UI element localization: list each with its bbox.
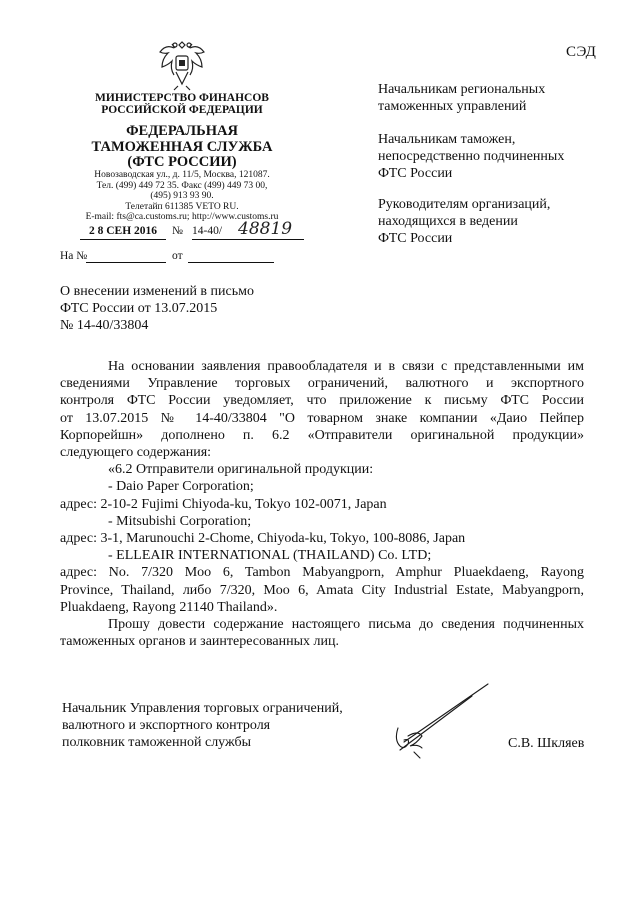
service-line: ТАМОЖЕННАЯ СЛУЖБА <box>91 138 273 155</box>
service-line: ФЕДЕРАЛЬНАЯ <box>126 123 238 139</box>
addressee-line: ФТС России <box>378 166 453 181</box>
contact-line: (495) 913 93 90. <box>150 191 214 202</box>
body-line: Province, Thailand, либо 7/320, Moo 6, Amata City Industrial Estate, Mabyangporn, <box>60 582 584 598</box>
body-line: таможенных органов и заинтересованных лиц. <box>60 634 339 650</box>
subject-line: № 14-40/33804 <box>60 318 149 333</box>
body-line: Pluakdaeng, Rayong 21140 Thailand». <box>60 599 278 615</box>
body-line: следующего содержания: <box>60 445 212 461</box>
subject-line: ФТС России от 13.07.2015 <box>60 301 218 316</box>
body-line: адрес: No. 7/320 Moo 6, Tambon Mabyangporn, Amphur Pluaekdaeng, Rayong <box>60 565 584 581</box>
handwritten-number: 48819 <box>238 219 293 239</box>
body-line: Прошу довести содержание настоящего письма до сведения подчиненных <box>108 617 584 633</box>
service-line: (ФТС РОССИИ) <box>127 154 237 170</box>
service-name <box>60 124 304 171</box>
signer-title <box>62 700 362 751</box>
body-line: адрес: 2-10-2 Fujimi Chiyoda-ku, Tokyo 102-0071, Japan <box>60 496 387 512</box>
ministry-line: МИНИСТЕРСТВО ФИНАНСОВ <box>95 92 269 104</box>
body-line: Корпорейшн» дополнено п. 6.2 «Отправители оригинальной продукции» <box>60 427 584 443</box>
number-label: № <box>172 225 183 237</box>
ministry-line: РОССИЙСКОЙ ФЕДЕРАЦИИ <box>101 104 263 116</box>
from-underline <box>188 262 274 263</box>
sender-contacts <box>54 170 310 223</box>
body-line: - Daio Paper Corporation; <box>108 479 254 495</box>
body-line: контроля ФТС России уведомляет, что приложение к письму ФТС России <box>60 393 584 409</box>
addressee-line: ФТС России <box>378 231 453 246</box>
subject-line: О внесении изменений в письмо <box>60 284 254 299</box>
body-line: сведениями Управление торговых ограничений, валютного и экспортного <box>60 376 584 392</box>
body-line: адрес: 3-1, Marunouchi 2-Chome, Chiyoda-ku, Tokyo, 100-8086, Japan <box>60 531 466 547</box>
addressee-line: таможенных управлений <box>378 99 527 114</box>
sed-mark: СЭД <box>566 44 597 60</box>
body-line: - Mitsubishi Corporation; <box>108 513 252 529</box>
addressee-line: Руководителям организаций, <box>378 197 551 212</box>
reply-reference-line <box>60 250 308 268</box>
contact-line: Тел. (499) 449 72 35. Факс (499) 449 73 00, <box>96 180 268 191</box>
body-line: На основании заявления правообладателя и в связи с представленными им <box>108 359 584 374</box>
addressee-block-3 <box>378 196 608 247</box>
contact-line: Новозаводская ул., д. 11/5, Москва, 121087. <box>94 170 270 180</box>
reply-label: На № <box>60 250 88 262</box>
signer-name: С.В. Шкляев <box>508 736 585 751</box>
handwritten-signature <box>384 680 494 760</box>
from-label: от <box>172 250 183 262</box>
body-line: «6.2 Отправители оригинальной продукции: <box>108 462 374 478</box>
letter-body <box>60 358 584 650</box>
coat-of-arms-emblem <box>156 36 208 92</box>
registration-line <box>60 219 308 245</box>
signer-line: полковник таможенной службы <box>62 735 252 750</box>
contact-line: E-mail: fts@ca.customs.ru; http://www.customs.ru <box>85 212 279 223</box>
number-underline <box>192 239 304 240</box>
contact-line: Телетайп 611385 VETO RU. <box>125 201 239 212</box>
addressee-line: Начальникам региональных <box>378 82 546 97</box>
letter-subject <box>60 283 320 334</box>
signer-line: Начальник Управления торговых ограничений, <box>62 701 343 716</box>
addressee-block-1 <box>378 81 608 115</box>
signer-line: валютного и экспортного контроля <box>62 718 271 733</box>
body-line: от 13.07.2015 № 14-40/33804 "О товарном знаке компании «Даио Пейпер <box>60 410 584 426</box>
date-underline <box>80 239 166 240</box>
addressee-line: непосредственно подчиненных <box>378 149 565 164</box>
body-line: - ELLEAIR INTERNATIONAL (THAILAND) Co. LTD; <box>108 548 432 564</box>
registration-number: 14-40/ <box>192 225 223 237</box>
addressee-line: находящихся в ведении <box>378 214 518 229</box>
reply-underline <box>86 262 166 263</box>
ministry-name <box>60 92 304 116</box>
registration-date: 2 8 СЕН 2016 <box>88 225 158 237</box>
addressee-block-2 <box>378 131 608 182</box>
addressee-line: Начальникам таможен, <box>378 132 516 147</box>
